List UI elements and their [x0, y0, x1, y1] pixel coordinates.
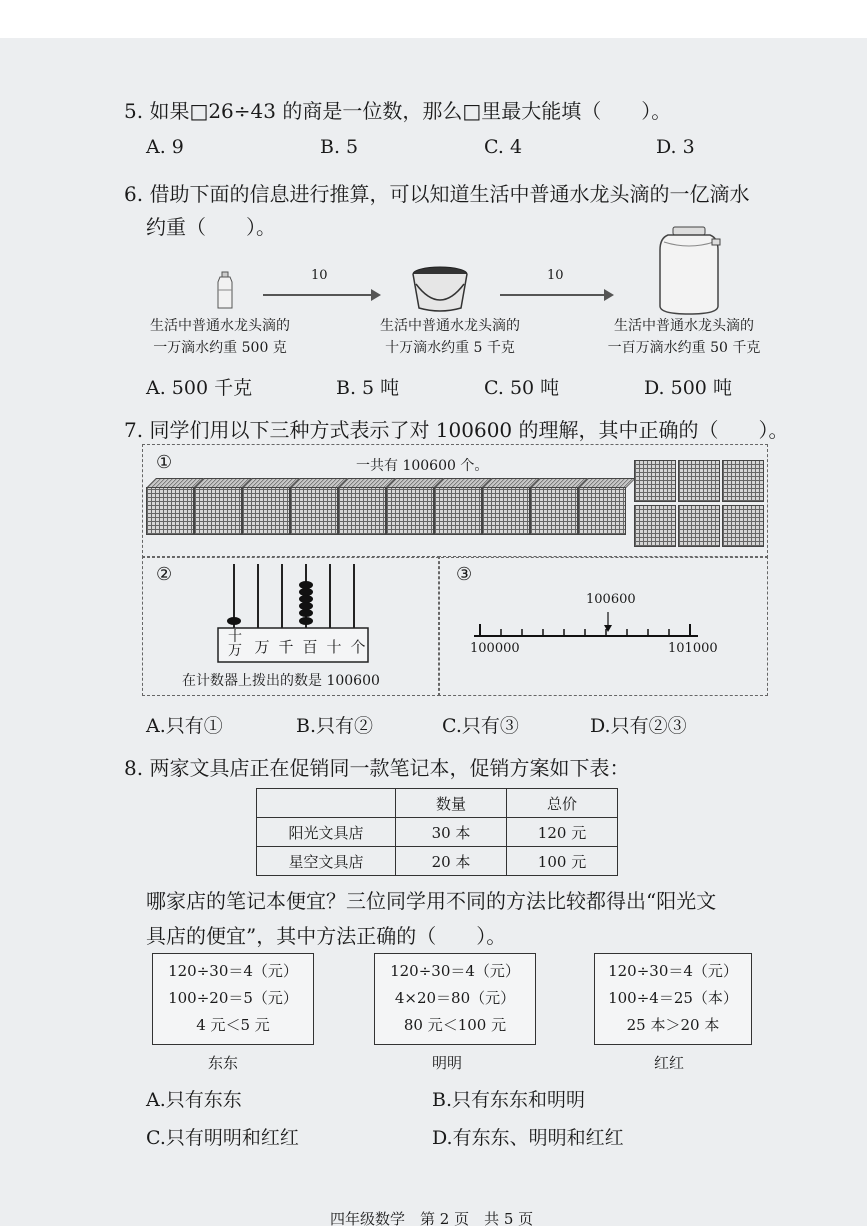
table-cell-quantity: 20 本 [396, 847, 507, 876]
table-cell-quantity: 30 本 [396, 818, 507, 847]
hundred-flat [722, 505, 764, 547]
q6-stem-line2: 约重（ ）。 [146, 215, 276, 239]
q5-stem: 5. 如果□26÷43 的商是一位数，那么□里最大能填（ ）。 [124, 99, 672, 123]
arrow-2 [500, 294, 608, 296]
thousand-cube [242, 487, 290, 535]
q8-question-line1: 哪家店的笔记本便宜？三位同学用不同的方法比较都得出“阳光文 [146, 889, 717, 913]
q5-option-b[interactable]: B. 5 [320, 136, 359, 158]
abacus-bead [299, 588, 313, 596]
q7-option-b[interactable]: B.只有② [296, 715, 374, 737]
page-footer: 四年级数学 第 2 页 共 5 页 [330, 1210, 534, 1228]
thousand-cube [338, 487, 386, 535]
arrow-1 [263, 294, 375, 296]
thousand-cube [194, 487, 242, 535]
method-name-mingming: 明明 [432, 1054, 463, 1072]
hundred-flat [678, 460, 720, 502]
q8-option-b[interactable]: B.只有东东和明明 [432, 1089, 586, 1111]
q6-caption-1: 生活中普通水龙头滴的 一万滴水约重 500 克 [150, 318, 290, 356]
method-line: 100÷20＝5（元） [168, 989, 298, 1007]
table-cell-store: 星空文具店 [257, 847, 396, 876]
q6-caption-2: 生活中普通水龙头滴的 十万滴水约重 5 千克 [380, 318, 520, 356]
method-line: 120÷30＝4（元） [168, 962, 298, 980]
thousand-cube [290, 487, 338, 535]
number-line-start-label: 100000 [470, 641, 520, 656]
abacus-label-ones: 个 [350, 638, 366, 656]
q7-option-c[interactable]: C.只有③ [442, 715, 519, 737]
hundred-flat [722, 460, 764, 502]
thousand-cube [434, 487, 482, 535]
abacus-label-hundreds: 百 [302, 638, 318, 656]
method-line: 120÷30＝4（元） [390, 962, 520, 980]
table-row [257, 847, 618, 876]
q8-stem: 8. 两家文具店正在促销同一款笔记本，促销方案如下表： [124, 756, 630, 780]
q5-option-c[interactable]: C. 4 [484, 136, 523, 158]
q5-option-d[interactable]: D. 3 [656, 136, 695, 158]
method-line: 4 元＜5 元 [196, 1016, 270, 1034]
number-line [470, 612, 702, 644]
method-line: 4×20＝80（元） [394, 989, 516, 1007]
table-header-quantity: 数量 [396, 789, 507, 818]
abacus-bead [299, 595, 313, 603]
method-name-dongdong: 东东 [208, 1054, 239, 1072]
q6-caption-3: 生活中普通水龙头滴的 一百万滴水约重 50 千克 [607, 318, 761, 356]
thousand-cube [578, 487, 626, 535]
abacus-bead [227, 617, 241, 625]
q5-option-a[interactable]: A. 9 [146, 136, 184, 158]
price-table [256, 788, 618, 876]
method-name-honghong: 红红 [654, 1054, 685, 1072]
hundred-flat [678, 505, 720, 547]
q7-panel-2-caption: 在计数器上拨出的数是 100600 [182, 673, 380, 689]
q6-option-d[interactable]: D. 500 吨 [644, 377, 732, 399]
abacus-bead [299, 617, 313, 625]
table-cell-total: 120 元 [507, 818, 618, 847]
method-line: 80 元＜100 元 [403, 1016, 507, 1034]
thousand-cube [482, 487, 530, 535]
arrow-label-2: 10 [547, 268, 564, 283]
q8-option-c[interactable]: C.只有明明和红红 [146, 1127, 299, 1149]
method-box-honghong [594, 953, 752, 1045]
q7-panel-1-title: 一共有 100600 个。 [356, 458, 489, 474]
method-line: 120÷30＝4（元） [608, 962, 738, 980]
table-row [257, 818, 618, 847]
q6-option-b[interactable]: B. 5 吨 [336, 377, 400, 399]
method-box-dongdong [152, 953, 314, 1045]
table-cell-store: 阳光文具店 [257, 818, 396, 847]
thousand-cube [386, 487, 434, 535]
q7-panel-2-number: ② [156, 564, 173, 585]
q8-question-line2: 具店的便宜”，其中方法正确的（ ）。 [146, 924, 507, 948]
q6-option-c[interactable]: C. 50 吨 [484, 377, 560, 399]
abacus-bead [299, 581, 313, 589]
q7-option-a[interactable]: A.只有① [146, 715, 223, 737]
bucket-icon [408, 262, 472, 316]
q6-option-a[interactable]: A. 500 千克 [146, 377, 253, 399]
method-line: 100÷4＝25（本） [608, 989, 738, 1007]
arrow-label-1: 10 [311, 268, 328, 283]
hundred-flat [634, 460, 676, 502]
table-cell-total: 100 元 [507, 847, 618, 876]
abacus-label-tens: 十 [326, 638, 342, 656]
method-box-mingming [374, 953, 536, 1045]
table-header-row [257, 789, 618, 818]
abacus-bead [299, 609, 313, 617]
abacus-bead [299, 602, 313, 610]
number-line-mark-label: 100600 [586, 592, 636, 607]
method-line: 25 本＞20 本 [626, 1016, 720, 1034]
water-barrel-icon [656, 224, 722, 316]
q7-panel-3-number: ③ [456, 564, 473, 585]
q7-panel-1-number: ① [156, 452, 173, 473]
abacus-label-ten-thousands: 万 [254, 638, 270, 656]
table-header-empty [257, 789, 396, 818]
q8-option-d[interactable]: D.有东东、明明和红红 [432, 1127, 624, 1149]
abacus-label-thousands: 千 [278, 638, 294, 656]
abacus-label-hundred-thousands: 十万 [228, 629, 242, 659]
thousand-cube [146, 487, 194, 535]
q7-stem: 7. 同学们用以下三种方式表示了对 100600 的理解，其中正确的（ ）。 [124, 418, 789, 442]
hundred-flat [634, 505, 676, 547]
q7-option-d[interactable]: D.只有②③ [590, 715, 687, 737]
water-bottle-icon [214, 270, 236, 310]
q8-option-a[interactable]: A.只有东东 [146, 1089, 242, 1111]
q6-stem-line1: 6. 借助下面的信息进行推算，可以知道生活中普通水龙头滴的一亿滴水 [124, 182, 750, 206]
thousand-cube [530, 487, 578, 535]
table-header-total: 总价 [507, 789, 618, 818]
number-line-end-label: 101000 [668, 641, 718, 656]
